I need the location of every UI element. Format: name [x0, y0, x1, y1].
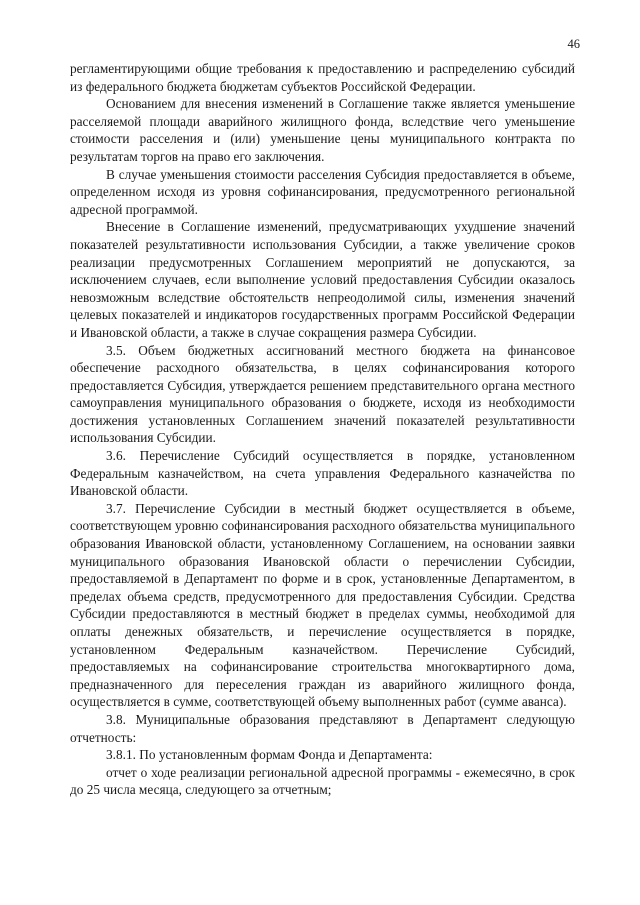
paragraph: 3.8.1. По установленным формам Фонда и Департамента: — [106, 747, 433, 763]
paragraph: отчет о ходе реализации региональной адресной программы - ежемесячно, в срок до 25 числа месяца, следующего за отчетным; — [70, 764, 575, 798]
paragraph: Внесение в Соглашение изменений, предусматривающих ухудшение значений показателей результативности использования Субсидии, а также увеличение сроков реализации предусмотренных Соглашением мероприятий не допускаются, за исключением случаев, если выполнение условий предоставления Субсидии оказалось невозможным вследствие обстоятельств непреодолимой силы, изменения значений целевых показателей и индикаторов государственных программ Российской Федерации и Ивановской области, а также в случае сокращения размера Субсидии. — [70, 219, 575, 340]
paragraph: 3.7. Перечисление Субсидии в местный бюджет осуществляется в объеме, соответствующем уровню софинансирования расходного обязательства муниципального образования Ивановской области, установленному Соглашением, на основании заявки муниципального образования Ивановской области о перечислении Субсидии, предоставляемой в Департамент по форме и в срок, установленные Департаментом, в пределах объема средств, предусмотренного для предоставления Субсидии. Средства Субсидии предоставляются в местный бюджет в пределах суммы, необходимой для оплаты денежных обязательств, и перечисление осуществляется в порядке, установленном Федеральным казначейством. Перечисление Субсидий, предоставляемых на софинансирование строительства многоквартирного дома, предназначенного для переселения граждан из аварийного жилищного фонда, осуществляется в сумме, соответствующей объему выполненных работ (сумме аванса). — [70, 500, 575, 710]
page-number: 46 — [567, 37, 580, 51]
paragraph: регламентирующими общие требования к предоставлению и распределению субсидий из федерального бюджета бюджетам субъектов Российской Федерации. — [70, 61, 575, 94]
paragraph: 3.5. Объем бюджетных ассигнований местного бюджета на финансовое обеспечение расходного обязательства, в целях софинансирования которого предоставляется Субсидия, утверждается решением представительного органа местного самоуправления муниципального образования о бюджете, исходя из необходимости достижения установленных Соглашением значений показателей результативности использования Субсидии. — [70, 342, 575, 446]
paragraph: 3.8. Муниципальные образования представляют в Департамент следующую отчетность: — [70, 711, 575, 745]
paragraph: В случае уменьшения стоимости расселения Субсидия предоставляется в объеме, определенном исходя из уровня софинансирования, предусмотренного региональной адресной программой. — [70, 166, 575, 217]
paragraph: Основанием для внесения изменений в Соглашение также является уменьшение расселяемой площади аварийного жилищного фонда, вследствие чего уменьшение стоимости расселения и (или) уменьшение цены муниципального контракта по результатам торгов на право его заключения. — [70, 96, 575, 164]
document-body — [70, 60, 575, 799]
paragraph: 3.6. Перечисление Субсидий осуществляется в порядке, установленном Федеральным казначейством, на счета управления Федерального казначейства по Ивановской области. — [70, 448, 575, 499]
